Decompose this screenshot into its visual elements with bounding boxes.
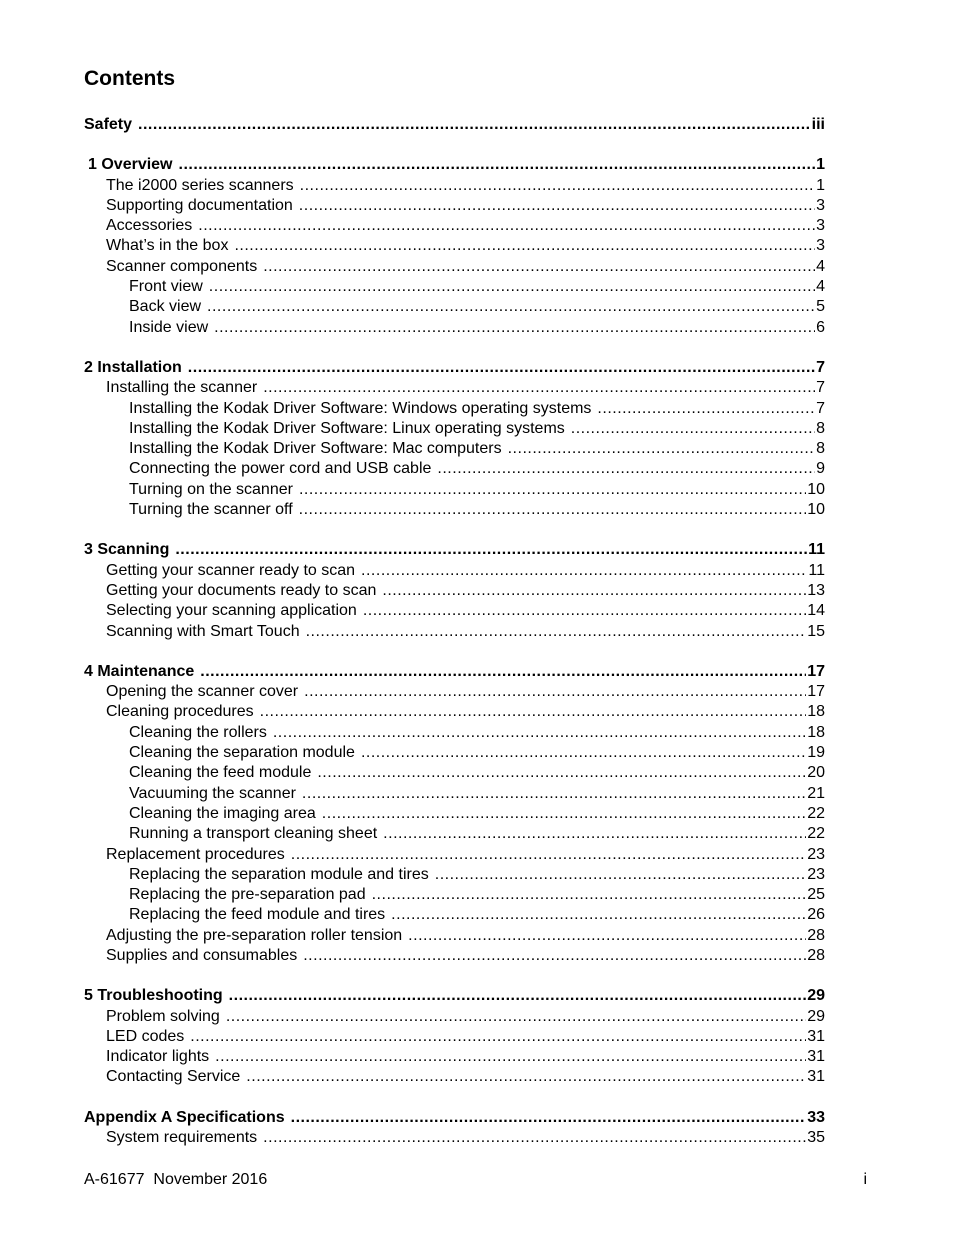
- toc-dot-leader: [299, 500, 807, 520]
- toc-entry-label: Selecting your scanning application: [106, 602, 357, 620]
- toc-entry-label: Scanner components: [106, 257, 258, 275]
- toc-entry-label: Running a transport cleaning sheet: [129, 825, 378, 843]
- toc-entry-label: Front view: [129, 278, 203, 296]
- toc-entry-page: 3: [816, 196, 825, 214]
- toc-entry-label: What’s in the box: [106, 237, 229, 255]
- toc-dot-leader: [190, 1027, 806, 1047]
- toc-entry-label: Replacing the feed module and tires: [129, 906, 386, 924]
- toc-entry-page: 17: [807, 662, 825, 680]
- toc-entry-page: 22: [807, 804, 825, 822]
- toc-entry-label: Accessories: [106, 217, 193, 235]
- toc-dot-leader: [437, 459, 815, 479]
- toc-entry-label: The i2000 series scanners: [106, 176, 294, 194]
- toc-dot-leader: [209, 277, 815, 297]
- toc-entry-page: 7: [816, 379, 825, 397]
- toc-dot-leader: [299, 480, 806, 500]
- toc-section: [84, 358, 825, 520]
- toc-entry[interactable]: [84, 176, 825, 196]
- toc-entry[interactable]: [84, 845, 825, 865]
- toc-entry-page: 33: [807, 1108, 825, 1126]
- toc-entry[interactable]: [84, 1027, 825, 1047]
- toc-chapter-entry[interactable]: [84, 540, 825, 560]
- toc-entry-label: Supporting documentation: [106, 196, 293, 214]
- toc-entry-label: 3 Scanning: [84, 541, 170, 559]
- toc-dot-leader: [263, 257, 815, 277]
- footer-page-number: i: [863, 1171, 867, 1188]
- toc-dot-leader: [263, 1128, 806, 1148]
- toc-entry-label: Indicator lights: [106, 1048, 210, 1066]
- toc-dot-leader: [304, 682, 806, 702]
- toc-entry-label: System requirements: [106, 1129, 258, 1147]
- toc-entry[interactable]: [84, 1128, 825, 1148]
- toc-entry-page: 10: [807, 480, 825, 498]
- toc-entry-page: 21: [807, 784, 825, 802]
- toc-entry[interactable]: [84, 419, 825, 439]
- toc-entry-page: 11: [808, 541, 825, 559]
- toc-dot-leader: [175, 540, 807, 560]
- toc-entry[interactable]: [84, 216, 825, 236]
- toc-entry-page: 18: [807, 703, 825, 721]
- toc-entry[interactable]: [84, 500, 825, 520]
- toc-dot-leader: [322, 804, 806, 824]
- toc-entry-page: 26: [807, 906, 825, 924]
- toc-entry-page: 23: [807, 865, 825, 883]
- toc-dot-leader: [273, 723, 806, 743]
- toc-entry-label: Vacuuming the scanner: [129, 784, 296, 802]
- toc-entry-label: Opening the scanner cover: [106, 683, 299, 701]
- toc-entry-label: Cleaning the rollers: [129, 723, 267, 741]
- toc-entry-page: 3: [816, 217, 825, 235]
- toc-dot-leader: [361, 743, 806, 763]
- toc-entry[interactable]: [84, 784, 825, 804]
- toc-entry-page: 31: [807, 1027, 825, 1045]
- toc-dot-leader: [291, 1108, 807, 1128]
- toc-entry-page: 9: [816, 460, 825, 478]
- toc-entry[interactable]: [84, 905, 825, 925]
- page-title: Contents: [84, 67, 175, 90]
- toc-entry[interactable]: [84, 196, 825, 216]
- toc-entry[interactable]: [84, 743, 825, 763]
- toc-entry[interactable]: [84, 601, 825, 621]
- toc-entry-page: 4: [816, 257, 825, 275]
- toc-entry-label: Replacing the pre-separation pad: [129, 886, 366, 904]
- toc-entry-label: Installing the Kodak Driver Software: Windows operating systems: [129, 399, 592, 417]
- toc-entry-page: 23: [807, 845, 825, 863]
- toc-dot-leader: [214, 318, 815, 338]
- toc-entry[interactable]: [84, 804, 825, 824]
- toc-dot-leader: [303, 946, 806, 966]
- toc-entry-label: Safety: [84, 116, 133, 133]
- toc-dot-leader: [226, 1007, 806, 1027]
- toc-dot-leader: [260, 702, 807, 722]
- toc-entry-page: 11: [808, 561, 825, 579]
- toc-entry-label: Installing the Kodak Driver Software: Linux operating systems: [129, 419, 565, 437]
- toc-entry-label: LED codes: [106, 1027, 185, 1045]
- toc-entry[interactable]: [84, 622, 825, 642]
- table-of-contents: [84, 115, 825, 1168]
- toc-entry-page: 29: [807, 987, 825, 1005]
- toc-section: [84, 662, 825, 966]
- toc-entry-label: 5 Troubleshooting: [84, 987, 223, 1005]
- toc-entry-label: Cleaning the feed module: [129, 764, 312, 782]
- toc-entry-label: Adjusting the pre-separation roller tension: [106, 926, 403, 944]
- toc-chapter-entry[interactable]: [84, 986, 825, 1006]
- toc-entry[interactable]: [84, 236, 825, 256]
- toc-dot-leader: [215, 1047, 806, 1067]
- toc-dot-leader: [246, 1067, 806, 1087]
- toc-entry-page: 3: [816, 237, 825, 255]
- toc-entry-page: 17: [807, 683, 825, 701]
- toc-entry-page: 4: [816, 278, 825, 296]
- toc-dot-leader: [300, 176, 815, 196]
- toc-entry-page: 29: [807, 1007, 825, 1025]
- toc-entry[interactable]: [84, 378, 825, 398]
- toc-entry-label: Installing the Kodak Driver Software: Mac computers: [129, 440, 502, 458]
- toc-entry[interactable]: [84, 723, 825, 743]
- toc-entry[interactable]: [84, 1007, 825, 1027]
- toc-dot-leader: [571, 419, 815, 439]
- toc-entry-page: 10: [807, 501, 825, 519]
- toc-section: [84, 155, 825, 338]
- toc-dot-leader: [383, 824, 806, 844]
- toc-entry[interactable]: [84, 1047, 825, 1067]
- toc-chapter-entry[interactable]: [84, 358, 825, 378]
- toc-entry[interactable]: [84, 480, 825, 500]
- toc-dot-leader: [179, 155, 816, 175]
- toc-entry-page: 31: [807, 1068, 825, 1086]
- toc-entry-label: Replacement procedures: [106, 845, 285, 863]
- toc-entry-label: Scanning with Smart Touch: [106, 622, 300, 640]
- toc-entry-page: 5: [816, 298, 825, 316]
- toc-entry[interactable]: [84, 399, 825, 419]
- toc-dot-leader: [382, 581, 806, 601]
- toc-dot-leader: [306, 622, 807, 642]
- toc-entry-page: iii: [811, 116, 825, 133]
- toc-entry-label: 4 Maintenance: [84, 662, 195, 680]
- toc-dot-leader: [435, 865, 806, 885]
- toc-entry-label: Appendix A Specifications: [84, 1108, 285, 1126]
- toc-dot-leader: [207, 297, 815, 317]
- toc-entry-label: Cleaning procedures: [106, 703, 254, 721]
- toc-entry-label: Connecting the power cord and USB cable: [129, 460, 432, 478]
- toc-entry[interactable]: [84, 865, 825, 885]
- toc-dot-leader: [234, 236, 815, 256]
- toc-section: [84, 540, 825, 641]
- toc-dot-leader: [361, 561, 807, 581]
- toc-entry-page: 8: [816, 440, 825, 458]
- toc-dot-leader: [372, 885, 807, 905]
- toc-entry-page: 22: [807, 825, 825, 843]
- toc-section: [84, 1108, 825, 1149]
- toc-entry-label: 2 Installation: [84, 358, 182, 376]
- toc-entry-label: Contacting Service: [106, 1068, 241, 1086]
- toc-entry-page: 1: [816, 176, 825, 194]
- toc-entry[interactable]: [84, 885, 825, 905]
- toc-entry[interactable]: [84, 926, 825, 946]
- toc-entry-label: Problem solving: [106, 1007, 220, 1025]
- toc-entry[interactable]: [84, 824, 825, 844]
- toc-entry-page: 35: [807, 1129, 825, 1147]
- toc-dot-leader: [138, 115, 811, 135]
- toc-dot-leader: [198, 216, 815, 236]
- toc-entry[interactable]: [84, 763, 825, 783]
- toc-entry-label: Turning the scanner off: [129, 501, 293, 519]
- toc-entry[interactable]: [84, 702, 825, 722]
- toc-chapter-entry[interactable]: [84, 155, 825, 175]
- toc-entry[interactable]: [84, 257, 825, 277]
- toc-entry-label: Installing the scanner: [106, 379, 258, 397]
- toc-entry[interactable]: [84, 439, 825, 459]
- toc-entry-label: Turning on the scanner: [129, 480, 293, 498]
- toc-entry[interactable]: [84, 277, 825, 297]
- toc-entry-page: 14: [807, 602, 825, 620]
- toc-entry-label: Replacing the separation module and tires: [129, 865, 429, 883]
- toc-entry[interactable]: [84, 1067, 825, 1087]
- toc-entry[interactable]: [84, 682, 825, 702]
- toc-section: [84, 115, 825, 135]
- toc-entry-page: 8: [816, 419, 825, 437]
- toc-dot-leader: [200, 662, 806, 682]
- toc-entry-page: 28: [807, 926, 825, 944]
- toc-entry-label: Getting your scanner ready to scan: [106, 561, 356, 579]
- toc-dot-leader: [317, 763, 806, 783]
- toc-dot-leader: [391, 905, 806, 925]
- toc-entry-page: 20: [807, 764, 825, 782]
- toc-entry[interactable]: [84, 297, 825, 317]
- toc-section: [84, 986, 825, 1087]
- toc-entry-label: Supplies and consumables: [106, 946, 298, 964]
- toc-chapter-entry[interactable]: [84, 1108, 825, 1128]
- toc-dot-leader: [263, 378, 815, 398]
- toc-dot-leader: [508, 439, 815, 459]
- toc-entry-label: Back view: [129, 298, 202, 316]
- toc-dot-leader: [302, 784, 806, 804]
- toc-dot-leader: [597, 399, 815, 419]
- toc-dot-leader: [408, 926, 806, 946]
- toc-chapter-entry[interactable]: [84, 115, 825, 135]
- toc-entry-page: 18: [807, 723, 825, 741]
- toc-entry-page: 19: [807, 744, 825, 762]
- toc-entry-label: Cleaning the imaging area: [129, 804, 316, 822]
- toc-dot-leader: [299, 196, 815, 216]
- toc-entry-page: 1: [816, 156, 825, 174]
- toc-entry-page: 7: [816, 399, 825, 417]
- toc-entry[interactable]: [84, 459, 825, 479]
- toc-dot-leader: [363, 601, 806, 621]
- toc-entry[interactable]: [84, 581, 825, 601]
- toc-entry-page: 31: [807, 1048, 825, 1066]
- toc-chapter-entry[interactable]: [84, 662, 825, 682]
- toc-entry-page: 7: [816, 358, 825, 376]
- toc-entry-label: 1 Overview: [88, 156, 173, 174]
- toc-entry-page: 28: [807, 946, 825, 964]
- toc-entry-page: 6: [816, 318, 825, 336]
- toc-entry-label: Cleaning the separation module: [129, 744, 355, 762]
- toc-entry-label: Getting your documents ready to scan: [106, 581, 377, 599]
- toc-entry-page: 25: [807, 886, 825, 904]
- toc-entry[interactable]: [84, 561, 825, 581]
- toc-entry[interactable]: [84, 318, 825, 338]
- toc-dot-leader: [188, 358, 815, 378]
- footer-document-id: A-61677 November 2016: [84, 1171, 268, 1188]
- toc-entry-label: Inside view: [129, 318, 209, 336]
- toc-entry[interactable]: [84, 946, 825, 966]
- toc-dot-leader: [229, 986, 807, 1006]
- toc-entry-page: 15: [807, 622, 825, 640]
- toc-dot-leader: [291, 845, 806, 865]
- toc-entry-page: 13: [807, 581, 825, 599]
